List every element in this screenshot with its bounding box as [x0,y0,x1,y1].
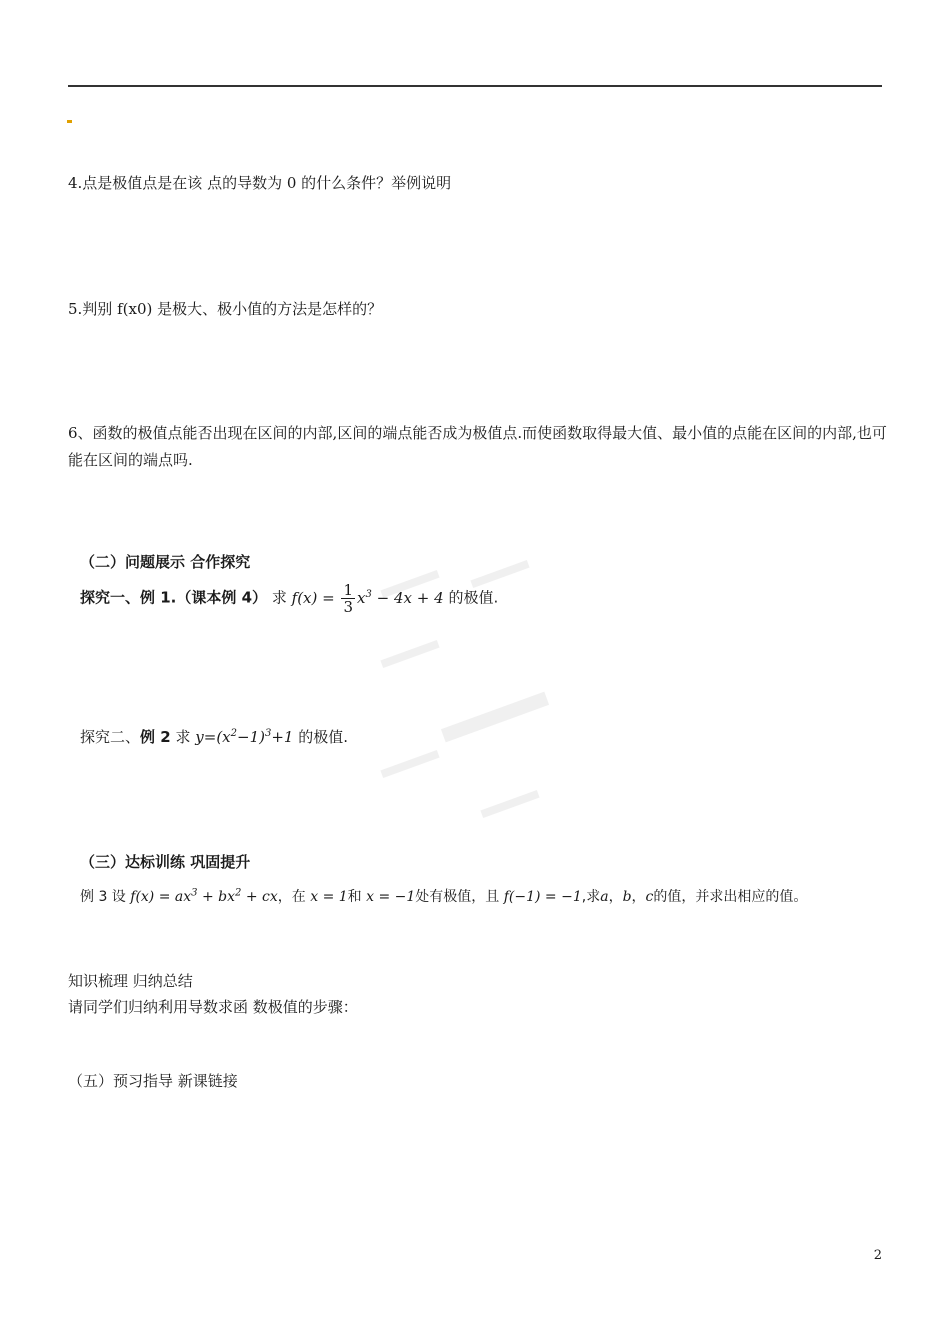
var-b: b [622,889,632,905]
formula-tail: − 4x + 4 [376,588,444,607]
var-c: c [645,889,654,905]
formula-part-1: =(x [203,728,231,746]
explore-1-suffix: 的极值. [448,588,499,607]
explore-1 [80,582,498,615]
question-5: 5.判别 f(x0) 是极大、极小值的方法是怎样的？ [68,300,383,318]
func-part-1: f(x) = ax [130,889,192,905]
conjunction: 和 [347,889,362,905]
explore-2 [80,726,348,747]
var-a: a [600,889,609,905]
func-part-3: + cx [241,889,278,905]
f-value: f(−1) = −1 [503,889,582,905]
example-2-label: 例 2 [140,728,171,746]
example-1-label: 例 1.（课本例 4） [140,588,268,607]
exponent-3: 3 [191,887,198,899]
page-number: 2 [873,1248,882,1263]
section-2-heading: （二）问题展示 合作探究 [80,553,251,571]
summary-prompt: 请同学们归纳利用导数求函 数极值的步骤： [68,998,358,1016]
fraction-numerator: 1 [343,581,354,599]
x-eq-1: x = 1 [310,889,348,905]
question-4: 4.点是极值点是在该 点的导数为 0 的什么条件？举例说明 [68,174,452,192]
x-eq-neg1: x = −1 [366,889,416,905]
func-part-2: + bx [197,889,236,905]
explore-1-qiu: 求 [271,588,287,607]
ask: ,求 [581,889,601,905]
formula-part-2: −1) [237,728,265,746]
explore-2-qiu: 求 [175,728,191,746]
section-5-heading: （五）预习指导 新课链接 [68,1072,238,1090]
example-3: 例 3 设 $f(x) = ax^3 + bx^2$ + cx，在 x = 1和 x = −1处有极值，且 f(−1) = −1,求a，b，c的值，并求出相应的值。 [80,887,808,905]
func-x: x [303,588,312,607]
fraction [341,582,355,615]
example-3-label: 例 3 设 [80,889,126,905]
explore-1-prefix: 探究一、 [80,588,141,607]
exponent-2: 2 [235,887,242,899]
condition-2: 处有极值，且 [415,889,500,905]
example-3-tail: 的值，并求出相应的值。 [653,889,808,905]
exponent-3: 3 [264,728,272,739]
decorative-mark [67,120,72,123]
func-f: f [291,588,298,607]
formula-part-3: +1 [271,728,294,746]
fraction-denominator: 3 [343,598,354,616]
example-1-formula: f(x) = $\frac{1}{3}$ $x^3 - 4x + 4$ [291,581,444,616]
exponent-3: 3 [365,588,372,600]
header-rule [68,85,882,87]
question-6: 6、函数的极值点能否出现在区间的内部,区间的端点能否成为极值点.而使函数取得最大值、最小值的点能在区间的内部,也可能在区间的端点吗. [68,424,887,469]
var-y: y [195,728,204,746]
explore-2-suffix: 的极值. [298,728,349,746]
summary-heading: 知识梳理 归纳总结 [68,972,193,990]
explore-2-prefix: 探究二、 [80,728,141,746]
exponent-2: 2 [230,728,238,739]
example-2-formula [195,728,293,746]
section-3-heading: （三）达标训练 巩固提升 [80,853,251,871]
condition-1: ，在 [277,889,306,905]
example-3-func [130,889,278,905]
